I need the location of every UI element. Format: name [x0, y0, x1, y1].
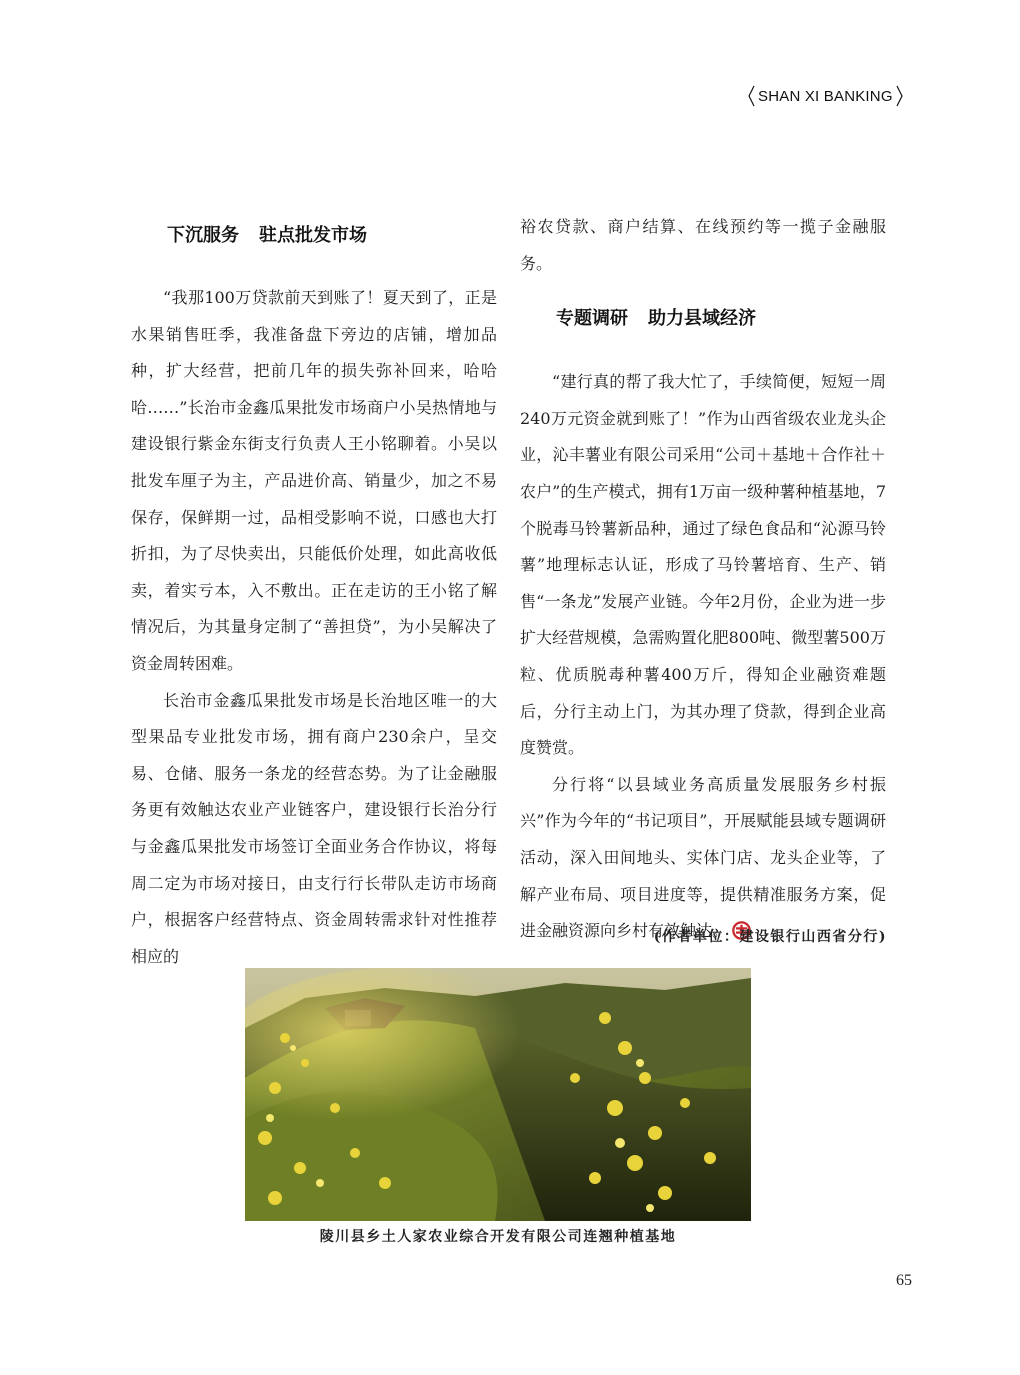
photo-forsythia-plantation	[245, 968, 751, 1221]
magazine-header	[748, 84, 903, 108]
landscape-illustration	[245, 968, 751, 1221]
magazine-name: SHAN XI BANKING	[758, 87, 893, 105]
paragraph: “我那100万贷款前天到账了！夏天到了，正是水果销售旺季，我准备盘下旁边的店铺，增加品种，扩大经营，把前几年的损失弥补回来，哈哈哈……”长治市金鑫瓜果批发市场商户小吴热情地与建设银行紫金东街支行负责人王小铭聊着。小吴以批发车厘子为主，产品进价高、销量少，加之不易保存，保鲜期一过，品相受影响不说，口感也大打折扣，为了尽快卖出，只能低价处理，如此高收低卖，着实亏本，入不敷出。正在走访的王小铭了解情况后，为其量身定制了“善担贷”，为小吴解决了资金周转困难。	[131, 288, 497, 673]
left-bracket-icon	[748, 85, 755, 107]
author-affiliation: (作者单位：建设银行山西省分行)	[653, 929, 887, 945]
section-title-sink-service: 下沉服务 驻点批发市场	[167, 225, 367, 246]
right-bracket-icon	[896, 85, 903, 107]
section-title-county-research: 专题调研 助力县域经济	[556, 308, 756, 330]
left-column	[131, 211, 497, 975]
paragraph-continuation: 裕农贷款、商户结算、在线预约等一揽子金融服务。	[520, 217, 886, 273]
paragraph: “建行真的帮了我大忙了，手续简便，短短一周240万元资金就到账了！”作为山西省级农业龙头企业，沁丰薯业有限公司采用“公司＋基地＋合作社＋农户”的生产模式，拥有1万亩一级种薯种植基地，7个脱毒马铃薯新品种，通过了绿色食品和“沁源马铃薯”地理标志认证，形成了马铃薯培育、生产、销售“一条龙”发展产业链。今年2月份，企业为进一步扩大经营规模，急需购置化肥800吨、微型薯500万粒、优质脱毒种薯400万斤，得知企业融资难题后，分行主动上门，为其办理了贷款，得到企业高度赞赏。	[520, 372, 886, 758]
paragraph: 分行将“以县域业务高质量发展服务乡村振兴”作为今年的“书记项目”，开展赋能县域专题调研活动，深入田间地头、实体门店、龙头企业等，了解产业布局、项目进度等，提供精准服务方案，促进金融资源向乡村有效触达。	[520, 774, 886, 941]
page-number: 65	[896, 1272, 912, 1289]
paragraph: 长治市金鑫瓜果批发市场是长治地区唯一的大型果品专业批发市场，拥有商户230余户，呈交易、仓储、服务一条龙的经营态势。为了让金融服务更有效触达农业产业链客户，建设银行长治分行与金鑫瓜果批发市场签订全面业务合作协议，将每周二定为市场对接日，由支行行长带队走访市场商户，根据客户经营特点、资金周转需求针对性推荐相应的	[131, 690, 497, 966]
right-column	[520, 209, 886, 950]
photo-caption: 陵川县乡土人家农业综合开发有限公司连翘种植基地	[319, 1229, 677, 1245]
